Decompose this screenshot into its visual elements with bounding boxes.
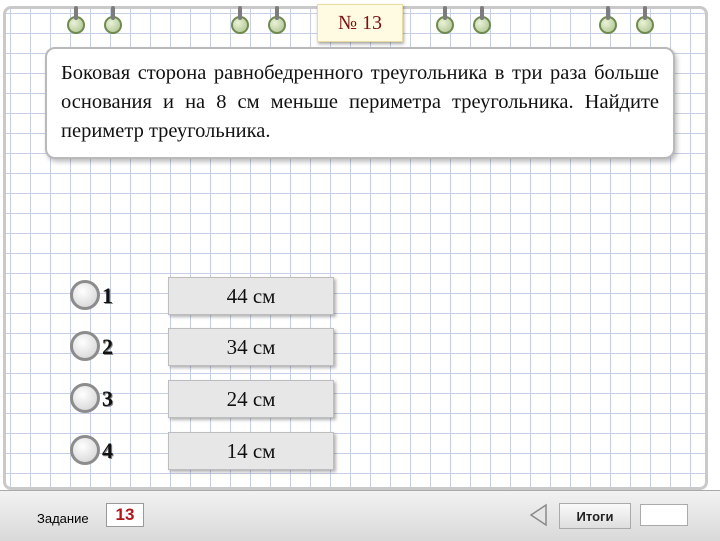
radio-button-icon[interactable]	[70, 435, 100, 465]
option-number: 4	[102, 438, 113, 463]
task-number-tab	[317, 4, 403, 42]
question-text: Боковая сторона равнобедренного треугольника в три раза больше основания и на 8 см меньше периметра треугольника. Найдите периметр треугольника.	[61, 62, 659, 142]
notebook-ring-icon	[67, 16, 85, 34]
radio-button-icon[interactable]	[70, 383, 100, 413]
answer-option-1[interactable]	[66, 277, 334, 315]
option-number: 3	[102, 386, 113, 411]
answer-option-2[interactable]	[66, 328, 334, 366]
task-number-field: 13	[106, 503, 144, 527]
notebook-ring-icon	[231, 16, 249, 34]
answer-option-3[interactable]	[66, 380, 334, 418]
task-label: Задание	[37, 511, 89, 526]
notebook-ring-icon	[599, 16, 617, 34]
notebook-ring-icon	[473, 16, 491, 34]
answer-button[interactable]: 14 см	[168, 432, 334, 470]
answer-button[interactable]: 24 см	[168, 380, 334, 418]
results-button[interactable]: Итоги	[559, 503, 631, 529]
notebook-ring-icon	[436, 16, 454, 34]
notebook-ring-icon	[104, 16, 122, 34]
bottom-bar	[0, 490, 720, 541]
option-number: 1	[102, 283, 113, 308]
answer-option-4[interactable]	[66, 432, 334, 470]
answer-button[interactable]: 44 см	[168, 277, 334, 315]
answer-button[interactable]: 34 см	[168, 328, 334, 366]
option-number: 2	[102, 334, 113, 359]
blank-field	[640, 504, 688, 526]
back-arrow-icon[interactable]	[528, 503, 548, 527]
task-number-label: № 13	[337, 11, 383, 34]
notebook-ring-icon	[636, 16, 654, 34]
question-card	[45, 47, 675, 159]
notebook-ring-icon	[268, 16, 286, 34]
radio-button-icon[interactable]	[70, 331, 100, 361]
radio-button-icon[interactable]	[70, 280, 100, 310]
